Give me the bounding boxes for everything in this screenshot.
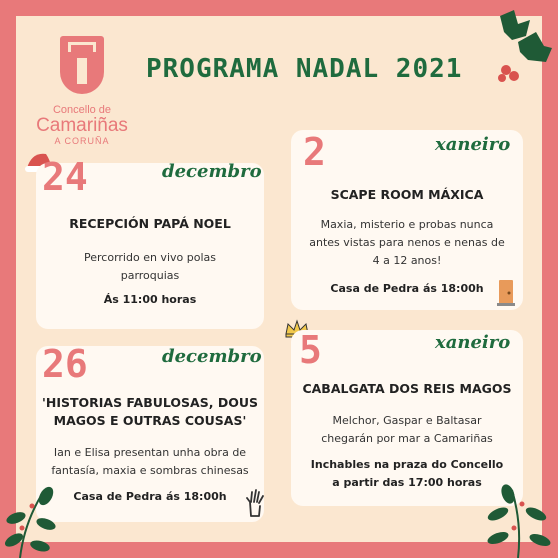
event-day: 26 xyxy=(42,342,88,386)
event-location-time-line: a partir das 17:00 horas xyxy=(332,476,482,489)
event-title: SCAPE ROOM MÁXICA xyxy=(330,187,484,202)
event-month: decembro xyxy=(162,161,262,182)
event-location-time: Casa de Pedra ás 18:00h xyxy=(73,490,227,503)
event-title-line: 'HISTORIAS FABULOSAS, DOUS xyxy=(42,395,258,410)
leaves-icon xyxy=(2,484,72,558)
event-day: 24 xyxy=(42,155,88,199)
event-description-line: Melchor, Gaspar e Baltasar xyxy=(332,414,482,427)
hand-icon xyxy=(244,488,266,518)
leaves-icon xyxy=(478,484,556,558)
event-title-line: MAGOS E OUTRAS COUSAS' xyxy=(53,413,247,428)
shield-icon xyxy=(60,36,104,94)
event-day: 5 xyxy=(299,328,322,372)
event-card-recepcion xyxy=(36,155,264,329)
event-description-line: parroquias xyxy=(120,269,180,282)
event-card-cabalgata xyxy=(291,330,523,506)
door-icon xyxy=(497,278,515,306)
event-location-time: Casa de Pedra ás 18:00h xyxy=(330,282,484,295)
event-month: decembro xyxy=(162,346,262,367)
event-description-line: antes vistas para nenos e nenas de xyxy=(309,236,505,249)
logo-line-1: Concello de xyxy=(52,104,112,116)
event-description-line: Ian e Elisa presentan unha obra de xyxy=(53,446,247,459)
logo-line-3: A CORUÑA xyxy=(54,136,110,146)
event-description-line: Maxia, misterio e probas nunca xyxy=(320,218,494,231)
event-day: 2 xyxy=(303,130,326,174)
event-description-line: Percorrido en vivo polas xyxy=(84,251,216,264)
municipal-logo xyxy=(32,36,132,147)
event-time: Ás 11:00 horas xyxy=(103,293,197,306)
event-card-scape-room xyxy=(291,130,523,310)
event-month: xaneiro xyxy=(435,134,511,155)
logo-line-2: Camariñas xyxy=(36,115,128,136)
page-title: PROGRAMA NADAL 2021 xyxy=(146,54,463,84)
event-title: RECEPCIÓN PAPÁ NOEL xyxy=(69,216,231,231)
event-month: xaneiro xyxy=(435,332,511,353)
event-location-time-line: Inchables na praza do Concello xyxy=(310,458,504,471)
event-title: CABALGATA DOS REIS MAGOS xyxy=(302,381,512,396)
event-description-line: chegarán por mar a Camariñas xyxy=(321,432,493,445)
event-description-line: 4 a 12 anos! xyxy=(372,254,442,267)
event-description-line: fantasía, maxia e sombras chinesas xyxy=(51,464,249,477)
holly-icon xyxy=(480,6,552,88)
